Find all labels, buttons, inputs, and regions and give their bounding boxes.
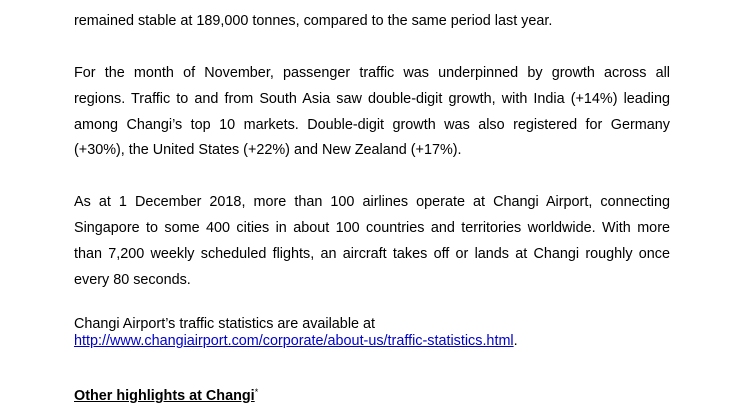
paragraph-line: (+30%), the United States (+22%) and New Zealand (+17%). [74, 142, 462, 158]
highlights-heading-line [74, 388, 670, 404]
paragraph-line: For the month of November, passenger traffic was underpinned by growth across all [74, 65, 670, 81]
paragraph-line: among Changi’s top 10 markets. Double-digit growth was also registered for Germany [74, 117, 670, 133]
paragraph-line: As at 1 December 2018, more than 100 airlines operate at Changi Airport, connecting [74, 194, 670, 210]
link-trailing-period: . [513, 333, 518, 349]
traffic-statistics-link[interactable]: http://www.changiairport.com/corporate/about-us/traffic-statistics.html [74, 333, 514, 349]
paragraph-line: Singapore to some 400 cities in about 100 countries and territories worldwide. With more [74, 220, 670, 236]
paragraph-line: Changi Airport’s traffic statistics are available at [74, 316, 376, 332]
highlights-heading: Other highlights at Changi [74, 388, 255, 404]
paragraph-line: than 7,200 weekly scheduled flights, an aircraft takes off or lands at Changi roughly once [74, 246, 670, 262]
paragraph-intro-last-line: remained stable at 189,000 tonnes, compared to the same period last year. [74, 13, 553, 29]
footnote-marker: * [254, 387, 259, 397]
paragraph-line: regions. Traffic to and from South Asia saw double-digit growth, with India (+14%) leading [74, 91, 670, 107]
paragraph-line: every 80 seconds. [74, 272, 191, 288]
link-line [74, 333, 670, 349]
